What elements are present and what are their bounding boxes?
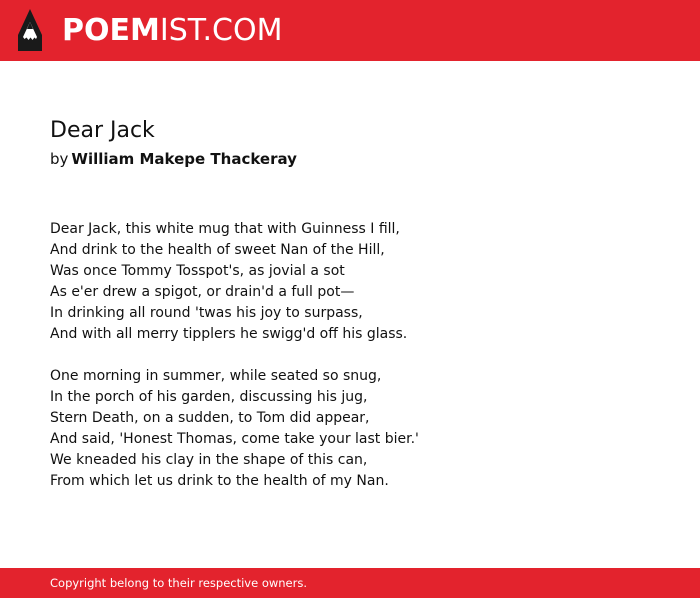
poem-byline xyxy=(50,149,297,169)
byline-prefix: by xyxy=(50,150,69,168)
logo-text-light: IST.COM xyxy=(159,13,283,48)
poem-title: Dear Jack xyxy=(50,118,155,143)
poem-line: As e'er drew a spigot, or drain'd a full pot— xyxy=(50,284,355,300)
poem-line: In drinking all round 'twas his joy to surpass, xyxy=(50,305,363,321)
site-logo[interactable] xyxy=(62,13,282,49)
poem-line: We kneaded his clay in the shape of this can, xyxy=(50,452,368,468)
site-footer xyxy=(0,568,700,598)
poem-line: Was once Tommy Tosspot's, as jovial a sot xyxy=(50,263,345,279)
stanza-1 xyxy=(50,219,650,345)
pencil-tip-icon[interactable] xyxy=(17,9,43,51)
logo-text-bold: POEM xyxy=(62,13,160,48)
copyright-notice: Copyright belong to their respective owners. xyxy=(50,576,308,590)
poem-line: In the porch of his garden, discussing his jug, xyxy=(50,389,368,405)
site-header xyxy=(0,0,700,61)
poem-body xyxy=(50,219,650,513)
poem-line: One morning in summer, while seated so snug, xyxy=(50,368,382,384)
poem-line: And drink to the health of sweet Nan of the Hill, xyxy=(50,242,385,258)
poem-line: Dear Jack, this white mug that with Guinness I fill, xyxy=(50,221,400,237)
poem-line: And said, 'Honest Thomas, come take your last bier.' xyxy=(50,431,419,447)
stanza-2 xyxy=(50,366,650,492)
poem-line: And with all merry tipplers he swigg'd off his glass. xyxy=(50,326,408,342)
poem-line: From which let us drink to the health of my Nan. xyxy=(50,473,389,489)
author-name: William Makepe Thackeray xyxy=(71,150,297,168)
poem-line: Stern Death, on a sudden, to Tom did appear, xyxy=(50,410,370,426)
